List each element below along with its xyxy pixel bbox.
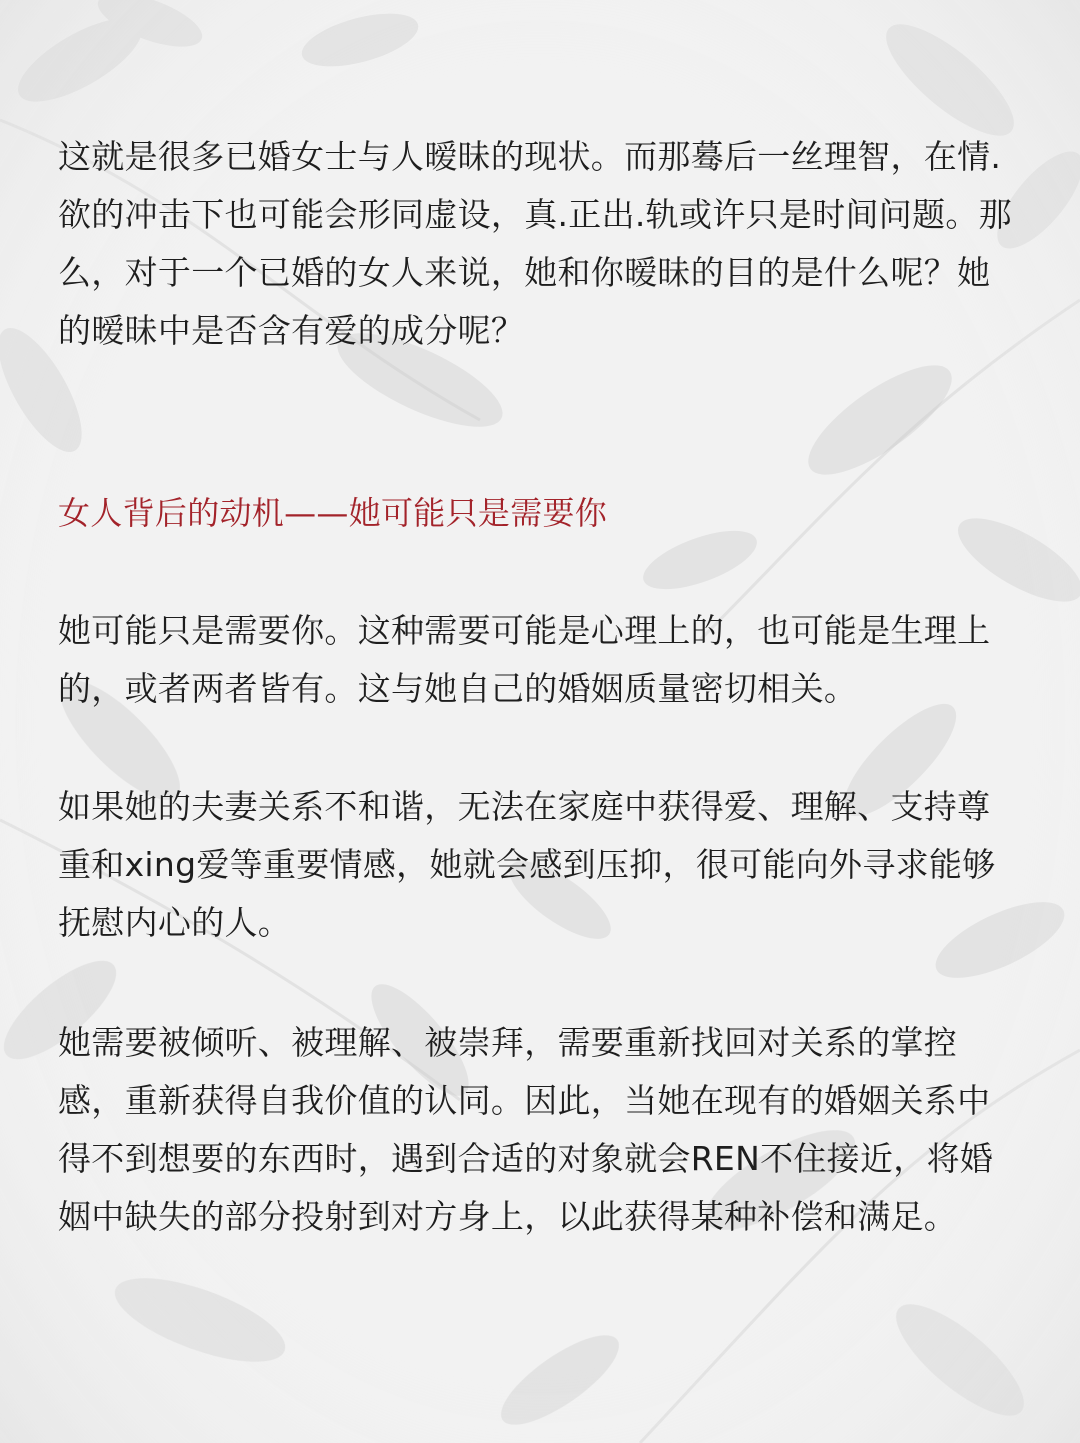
paragraph-3: 如果她的夫妻关系不和谐，无法在家庭中获得爱、理解、支持尊重和xing爱等重要情感，她就会感到压抑，很可能向外寻求能够抚慰内心的人。 (58, 787, 996, 942)
section-heading: 女人背后的动机——她可能只是需要你 (58, 494, 608, 532)
paragraph-2: 她可能只是需要你。这种需要可能是心理上的，也可能是生理上的，或者两者皆有。这与她自己的婚姻质量密切相关。 (58, 611, 991, 708)
paragraph-4: 她需要被倾听、被理解、被崇拜，需要重新找回对关系的掌控感，重新获得自我价值的认同。因此，当她在现有的婚姻关系中得不到想要的东西时，遇到合适的对象就会REN不住接近，将婚姻中缺失的部分投射到对方身上，以此获得某种补偿和满足。 (58, 1023, 994, 1236)
paragraph-1: 这就是很多已婚女士与人暧昧的现状。而那蓦后一丝理智，在情.欲的冲击下也可能会形同虚设，真.正出.轨或许只是时间问题。那么，对于一个已婚的女人来说，她和你暧昧的目的是什么呢？她的暧昧中是否含有爱的成分呢？ (58, 137, 1012, 350)
